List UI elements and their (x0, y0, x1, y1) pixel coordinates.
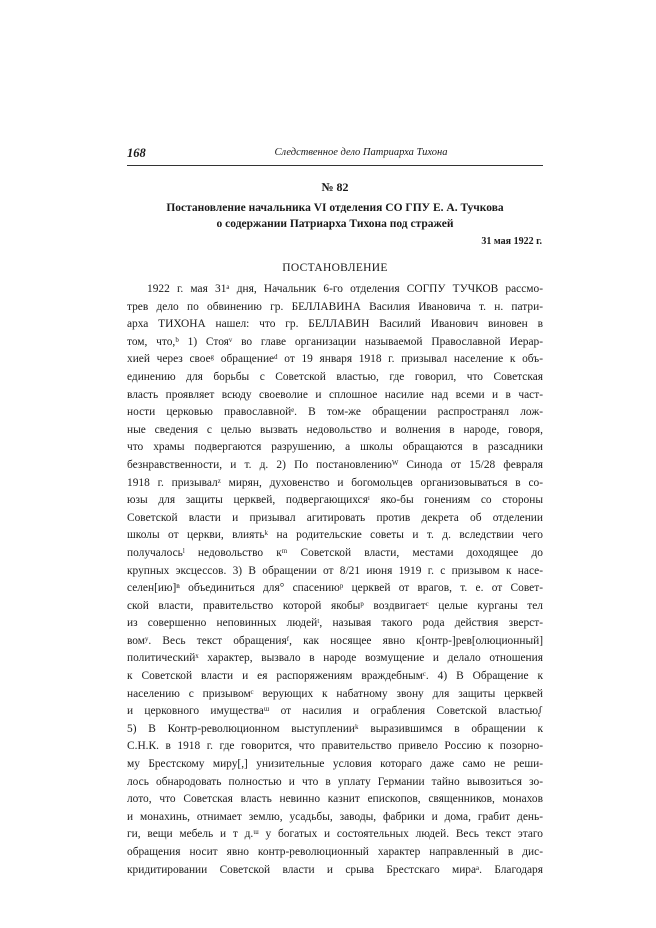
body-line: 5) В Контр-революционном выступленииᵏ выразившимся в обращении к (127, 722, 543, 735)
body-line: ги, вещи мебель и т д.ᵚ у богатых и состоятельных людей. Весь текст этаго (127, 828, 543, 841)
body-line: обращения носит явно контр-революционный характер направленный в дис- (127, 846, 543, 858)
document-date: 31 мая 1922 г. (481, 236, 542, 247)
body-line: населению с призывомᶜ верующих к набатному звону для защиты церквей (127, 687, 543, 700)
body-line: безнравственности, и т. д. 2) По постановлениюᵂ Синода от 15/28 февраля (127, 458, 543, 471)
body-line: юзы для защиты церквей, подвергающихсяᶦ яко-бы гонениям со стороны (127, 494, 543, 507)
document-title-line: о содержании Патриарха Тихона под стражей (216, 218, 454, 230)
body-line: власть проявляет всюду своеволие и сплошное насилие над всеми и в част- (127, 388, 543, 401)
body-line: школы от церкви, влиятьᵏ на родительские советы и т. д. вследствии чего (127, 529, 543, 542)
body-line: вомʸ. Весь текст обращенияᶠ, как носящее явно к[онтр-]рев[олюционный] (127, 634, 543, 647)
body-line: лото, что Советская власть невинно казнит епископов, священников, монахов (127, 793, 543, 806)
body-line: получалосьˡ недовольство кᵐ Советской власти, местами доходящее до (127, 546, 543, 559)
body-line: лось обнародовать полностью и что в уплату Германии тайно вывозиться зо- (127, 775, 543, 788)
body-line: трев дело по обвинению гр. БЕЛЛАВИНА Василия Ивановича т. н. патри- (127, 300, 543, 313)
page-number: 168 (127, 146, 146, 160)
header-divider (127, 165, 543, 166)
body-line: из совершенно неповинных людейᵗ, называя такого рода действия зверст- (127, 617, 543, 630)
body-line: политическийˣ характер, вызвало в народе возмущение и делало отношения (127, 652, 543, 665)
body-line: Советской власти и призывал агитировать против декрета об отделении (127, 511, 543, 524)
body-line: С.Н.К. в 1918 г. где говорится, что правительство привело Россию к позорно- (127, 740, 543, 753)
body-text (127, 281, 543, 879)
body-line: 1922 г. мая 31ᵃ дня, Начальник 6-го отделения СОГПУ ТУЧКОВ рассмо- (147, 283, 543, 295)
running-title: Следственное дело Патриарха Тихона (274, 147, 448, 158)
body-line: ской власти, правительство которой якобыᵖ воздвигаетᶜ целые курганы тел (127, 599, 543, 612)
section-heading: ПОСТАНОВЛЕНИЕ (282, 262, 388, 274)
body-line: 1918 г. призывалᶻ мирян, духовенство и богомольцев организовываться в со- (127, 476, 543, 489)
body-line: ные сведения с целью вызвать недовольство и волнения в народе, говоря, (127, 423, 543, 436)
body-line: селен[ию]ⁿ объединиться для° спасениюᵖ церквей от врагов, т. е. от Совет- (127, 582, 543, 595)
body-line: том, что,ᵇ 1) Стояᵛ во главе организации называемой Православной Иерар- (127, 335, 543, 348)
body-line: ности церковью православнойᵉ. В том-же обращении распространял лож- (127, 406, 543, 419)
body-line: арха ТИХОНА нашел: что гр. БЕЛЛАВИН Василий Иванович виновен в (127, 318, 543, 331)
document-title (127, 200, 543, 232)
body-line: хией через своеᵍ обращениеᵈ от 19 января 1918 г. призывал население к объ- (127, 353, 543, 366)
body-line: му Брестскому миру[,] унизительные условия котораго даже само не реши- (127, 758, 543, 771)
body-line: к Советской власти и ея распоряжениям враждебнымᶜ. 4) В Обращение к (127, 670, 543, 683)
body-line: и монахинь, отнимает землю, усадьбы, заводы, фабрики и дома, грабит день- (127, 810, 543, 823)
body-line: крупных эксцессов. 3) В обращении от 8/21 июня 1919 г. с призывом к насе- (127, 564, 543, 577)
document-title-line: Постановление начальника VI отделения СО ГПУ Е. А. Тучкова (166, 202, 504, 214)
body-line: единению для борьбы с Советской властью, где говорил, что Советская (127, 370, 543, 383)
document-number: № 82 (321, 180, 349, 194)
body-line: и церковного имуществаᵚ от насилия и ограбления Советской властьюᶘ (127, 705, 543, 718)
body-line: кридитировании Советской власти и срыва Брестскаго мираᵃ. Благодаря (127, 863, 543, 876)
body-line: что храмы подвергаются разрушению, а школы обращаются в разсадники (127, 441, 543, 454)
